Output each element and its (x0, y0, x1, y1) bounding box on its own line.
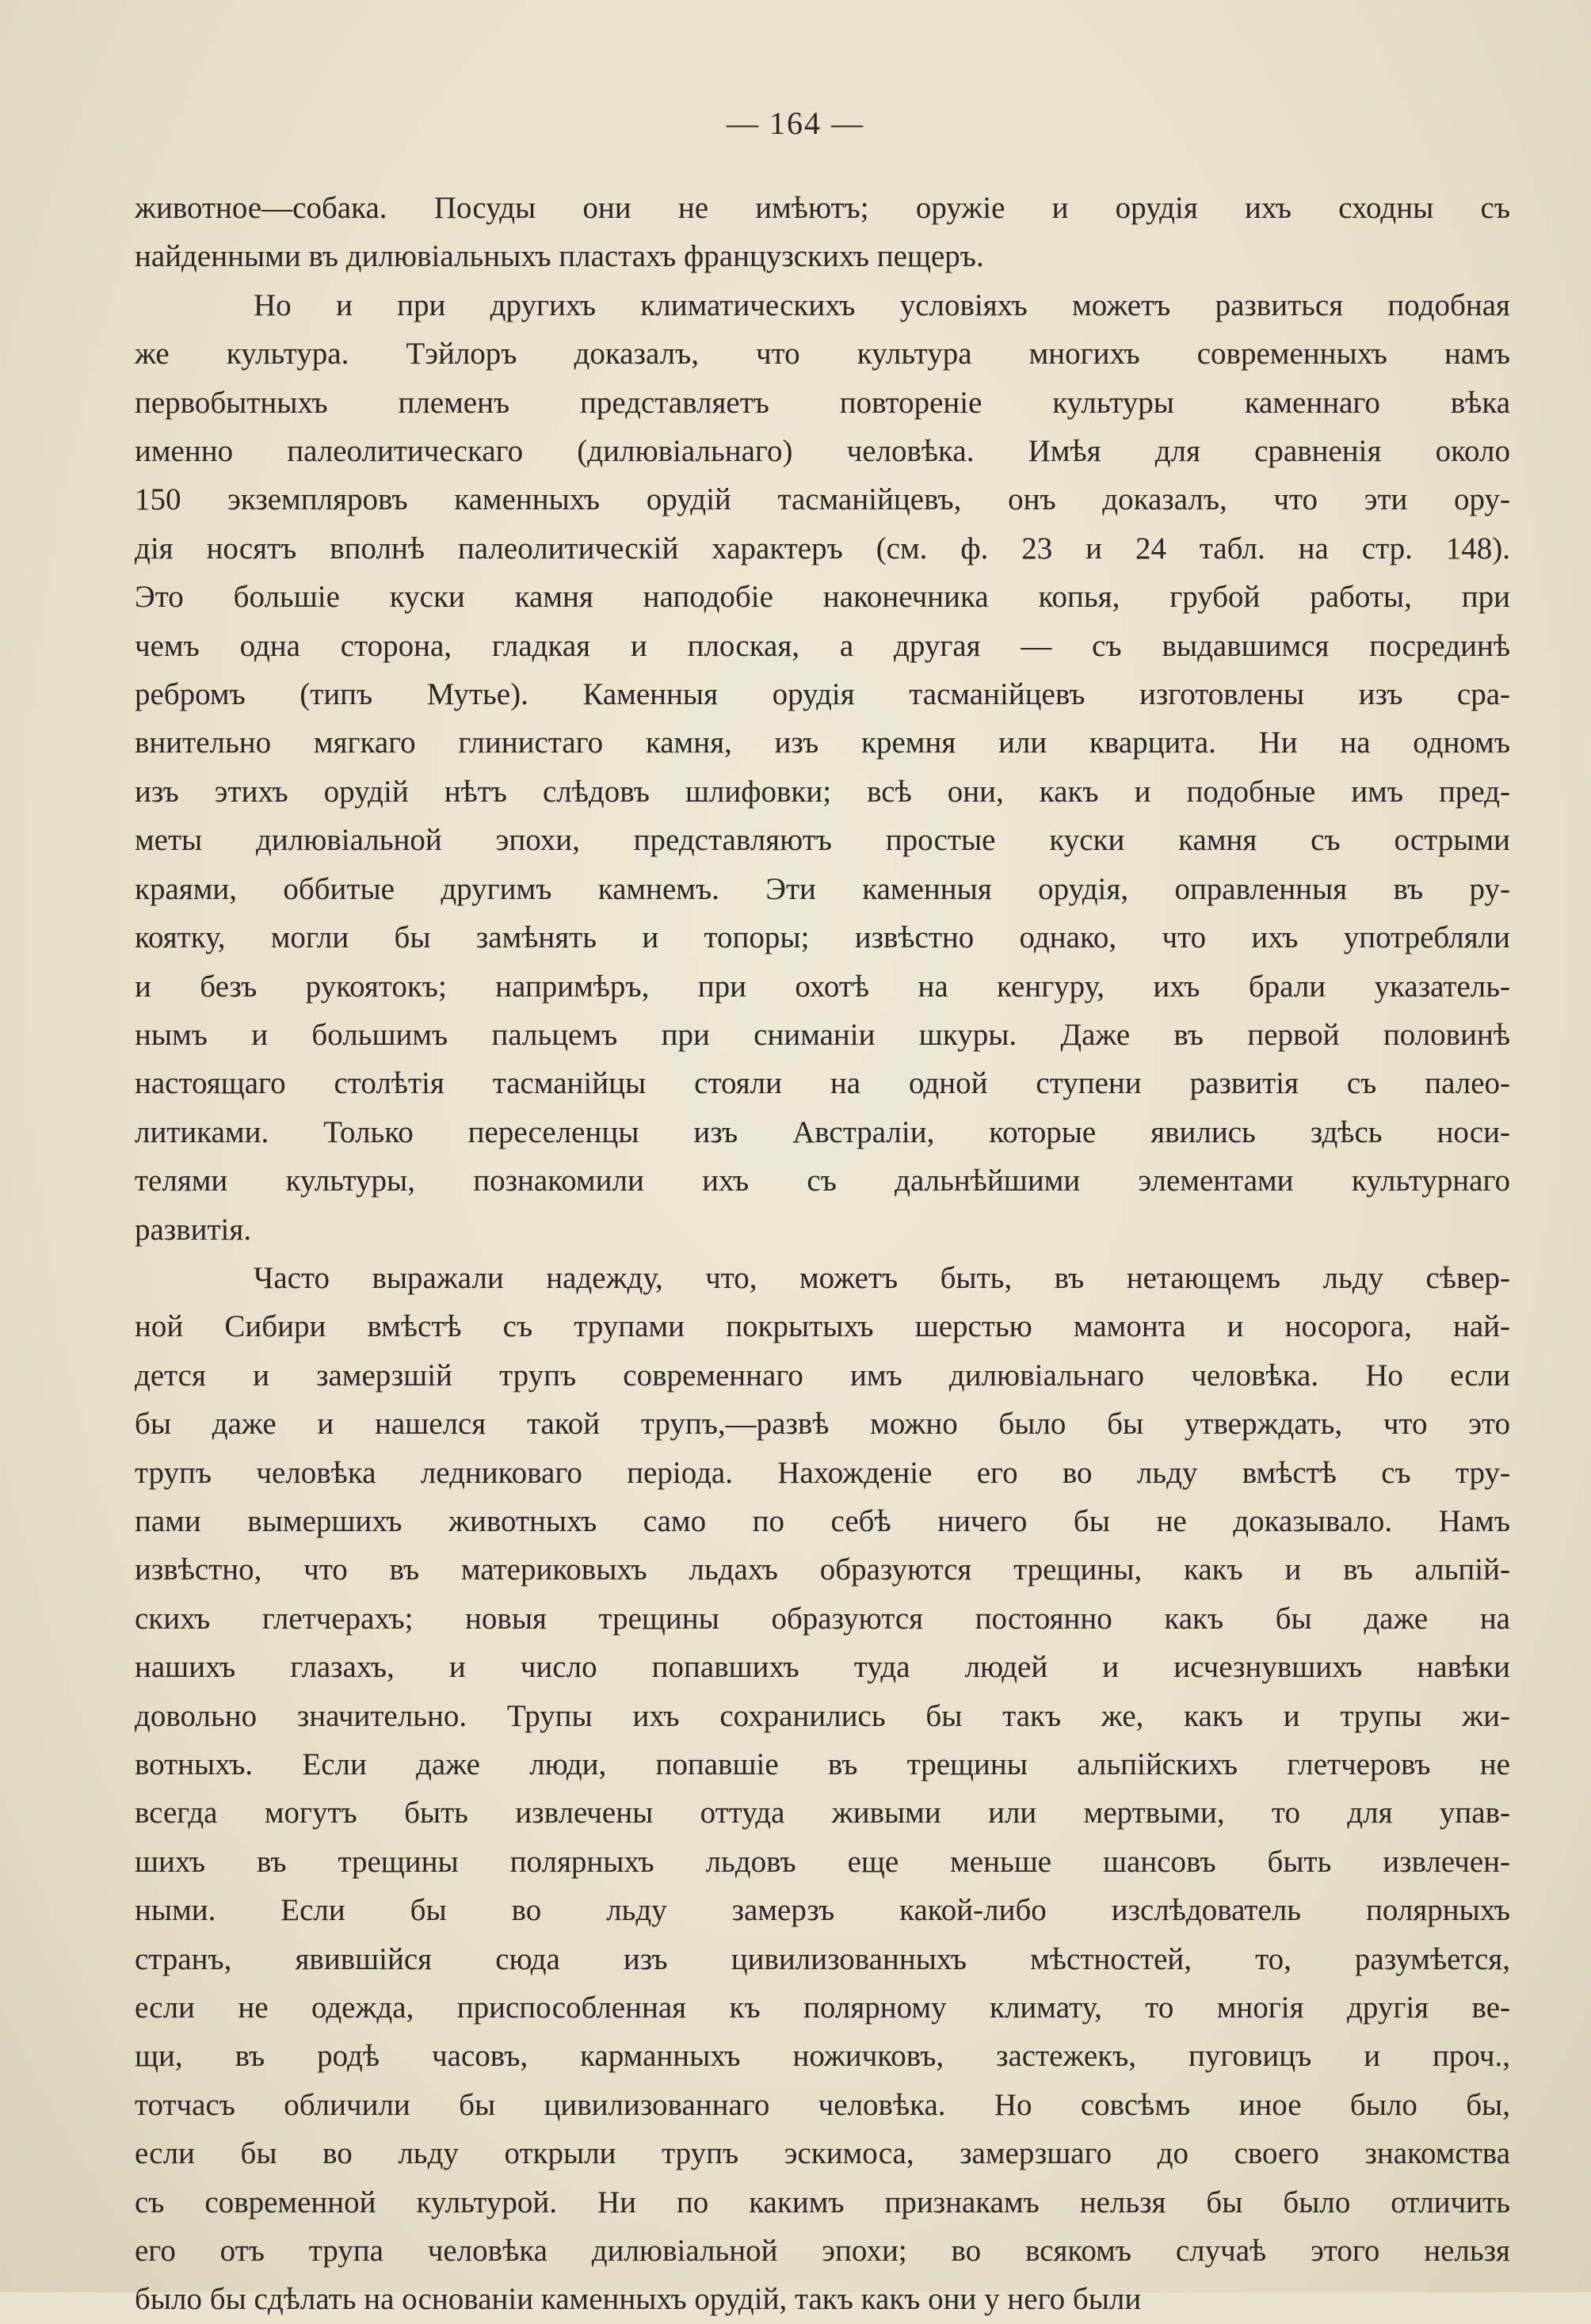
text-line: его отъ трупа человѣка дилювіальной эпохи; во всякомъ случаѣ этого нельзя (135, 2234, 1510, 2269)
text-line: и безъ рукоятокъ; напримѣръ, при охотѣ на кенгуру, ихъ брали указатель- (135, 969, 1510, 1004)
text-line: если бы во льду открыли трупъ эскимоса, замерзшаго до своего знакомства (135, 2136, 1510, 2171)
text-line: дется и замерзшій трупъ современнаго имъ дилювіальнаго человѣка. Но если (135, 1358, 1510, 1392)
text-line: же культура. Тэйлоръ доказалъ, что культура многихъ современныхъ намъ (135, 337, 1510, 371)
text-line: щи, въ родѣ часовъ, карманныхъ ножичковъ, застежекъ, пуговицъ и проч., (135, 2039, 1510, 2074)
text-line: извѣстно, что въ материковыхъ льдахъ образуются трещины, какъ и въ альпій- (135, 1553, 1510, 1587)
text-line: бы даже и нашелся такой трупъ,—развѣ можно было бы утверждать, что это (135, 1407, 1510, 1442)
text-line: Это большіе куски камня наподобіе наконечника копья, грубой работы, при (135, 580, 1510, 615)
text-line: довольно значительно. Трупы ихъ сохранились бы такъ же, какъ и трупы жи- (135, 1698, 1510, 1733)
text-line: коятку, могли бы замѣнять и топоры; извѣстно однако, что ихъ употребляли (135, 920, 1510, 955)
text-line: первобытныхъ племенъ представляетъ повтореніе культуры каменнаго вѣка (135, 385, 1510, 420)
text-line: телями культуры, познакомили ихъ съ дальнѣйшими элементами культурнаго (135, 1164, 1510, 1198)
text-line: нашихъ глазахъ, и число попавшихъ туда людей и исчезнувшихъ навѣки (135, 1650, 1510, 1685)
text-line: 150 экземпляровъ каменныхъ орудій тасманійцевъ, онъ доказалъ, что эти ору- (135, 482, 1510, 517)
page-number: — 164 — (727, 105, 864, 141)
text-line: меты дилювіальной эпохи, представляютъ простые куски камня съ острыми (135, 823, 1510, 858)
text-line: животное—собака. Посуды они не имѣютъ; оружіе и орудія ихъ сходны съ (135, 191, 1510, 225)
text-line: ными. Если бы во льду замерзъ какой-либо изслѣдователь полярныхъ (135, 1893, 1510, 1928)
text-line: ребромъ (типъ Мутье). Каменныя орудія тасманійцевъ изготовлены изъ сра- (135, 677, 1510, 712)
text-line: развитія. (135, 1212, 252, 1247)
text-line: тотчасъ обличили бы цивилизованнаго человѣка. Но совсѣмъ иное было бы, (135, 2087, 1510, 2122)
text-line: скихъ глетчерахъ; новыя трещины образуются постоянно какъ бы даже на (135, 1601, 1510, 1636)
text-line: съ современной культурой. Ни по какимъ признакамъ нельзя бы было отличить (135, 2185, 1510, 2219)
text-line: дія носятъ вполнѣ палеолитическій характеръ (см. ф. 23 и 24 табл. на стр. 148). (135, 531, 1510, 566)
text-line: именно палеолитическаго (дилювіальнаго) человѣка. Имѣя для сравненія около (135, 434, 1510, 469)
text-line: трупъ человѣка ледниковаго періода. Нахожденіе его во льду вмѣстѣ съ тру- (135, 1455, 1510, 1490)
text-line: Но и при другихъ климатическихъ условіяхъ можетъ развиться подобная (254, 288, 1510, 322)
text-line: вотныхъ. Если даже люди, попавшіе въ трещины альпійскихъ глетчеровъ не (135, 1747, 1510, 1781)
paragraph (135, 281, 1510, 1254)
text-line: пами вымершихъ животныхъ само по себѣ ничего бы не доказывало. Намъ (135, 1503, 1510, 1538)
text-line: чемъ одна сторона, гладкая и плоская, а другая — съ выдавшимся посрединѣ (135, 628, 1510, 663)
text-line: найденными въ дилювіальныхъ пластахъ французскихъ пещеръ. (135, 239, 984, 274)
text-line: литиками. Только переселенцы изъ Австраліи, которые явились здѣсь носи- (135, 1114, 1510, 1149)
text-line: всегда могутъ быть извлечены оттуда живыми или мертвыми, то для упав- (135, 1796, 1510, 1831)
text-line: было бы сдѣлать на основаніи каменныхъ орудій, такъ какъ они у него были (135, 2282, 1142, 2317)
text-line: внительно мягкаго глинистаго камня, изъ кремня или кварцита. Ни на одномъ (135, 726, 1510, 760)
text-line: настоящаго столѣтія тасманійцы стояли на одной ступени развитія съ палео- (135, 1066, 1510, 1101)
text-line: Часто выражали надежду, что, можетъ быть, въ нетающемъ льду сѣвер- (254, 1260, 1510, 1295)
text-line: странъ, явившійся сюда изъ цивилизованныхъ мѣстностей, то, разумѣется, (135, 1941, 1510, 1976)
text-line: ной Сибири вмѣстѣ съ трупами покрытыхъ шерстью мамонта и носорога, най- (135, 1309, 1510, 1344)
text-line: краями, оббитые другимъ камнемъ. Эти каменныя орудія, оправленныя въ ру- (135, 871, 1510, 906)
body-text (135, 184, 1510, 2324)
text-line: нымъ и большимъ пальцемъ при сниманіи шкуры. Даже въ первой половинѣ (135, 1017, 1510, 1052)
text-line: изъ этихъ орудій нѣтъ слѣдовъ шлифовки; всѣ они, какъ и подобные имъ пред- (135, 774, 1510, 809)
paragraph (135, 184, 1510, 281)
paragraph (135, 1254, 1510, 2324)
text-line: если не одежда, приспособленная къ полярному климату, то многія другія ве- (135, 1991, 1510, 2025)
text-line: шихъ въ трещины полярныхъ льдовъ еще меньше шансовъ быть извлечен- (135, 1844, 1510, 1879)
